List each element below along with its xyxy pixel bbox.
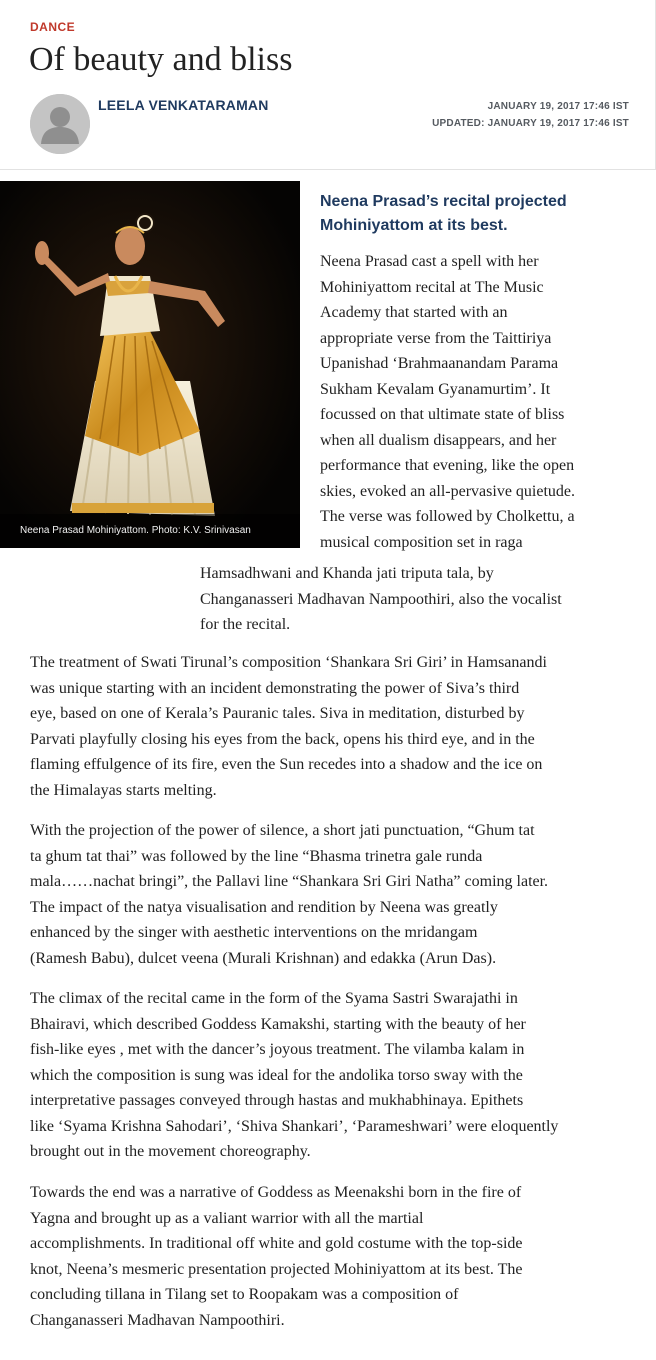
header-divider	[0, 169, 656, 170]
text-line: Changanasseri Madhavan Nampoothiri.	[30, 1311, 285, 1329]
text-line: Mohiniyattom recital at The Music	[320, 278, 544, 296]
text-line: Changanasseri Madhavan Nampoothiri, also the vocalist	[200, 590, 562, 608]
text-line: accomplishments. In traditional off white and gold costume with the top-side	[30, 1235, 523, 1252]
text-line: like ‘Syama Krishna Sahodari’, ‘Shiva Shankari’, ‘Parameshwari’ were eloquently	[30, 1117, 559, 1135]
text-line: flaming effulgence of its fire, even the Sun recedes into a shadow and the ice on	[30, 756, 543, 773]
text-line: Neena Prasad cast a spell with her	[320, 253, 539, 270]
text-line: brought out in the movement choreography.	[30, 1143, 311, 1160]
text-line: focussed on that ultimate state of bliss	[320, 406, 565, 423]
author-avatar-icon[interactable]	[30, 94, 90, 154]
text-line: fish-like eyes , met with the dancer’s joyous treatment. The vilamba kalam in	[30, 1041, 525, 1058]
paragraph-1-continuation	[200, 561, 640, 638]
paragraph-2	[30, 650, 634, 803]
paragraph-5	[30, 1180, 634, 1333]
text-line: The treatment of Swati Tirunal’s composition ‘Shankara Sri Giri’ in Hamsanandi	[30, 654, 547, 671]
text-line: was unique starting with an incident demonstrating the power of Siva’s third	[30, 679, 520, 697]
text-line: which the composition is sung was ideal for the andolika torso sway with the	[30, 1066, 523, 1084]
text-line: skies, evoked an all-pervasive quietude.	[320, 482, 576, 500]
text-line: the Himalayas starts melting.	[30, 781, 217, 799]
paragraph-1	[320, 249, 630, 555]
text-line: performance that evening, like the open	[320, 457, 575, 474]
text-line: when all dualism disappears, and her	[320, 431, 557, 449]
text-line: The climax of the recital came in the form of the Syama Sastri Swarajathi in	[30, 990, 518, 1007]
text-line: for the recital.	[200, 616, 291, 633]
author-name[interactable]: LEELA VENKATARAMAN	[98, 97, 269, 113]
text-line: Parvati playfully closing his eyes from the back, opens his third eye, and in the	[30, 730, 535, 748]
text-line: Hamsadhwani and Khanda jati triputa tala, by	[200, 565, 494, 582]
text-line: interpretative passages conveyed through hastas and mukhabhinaya. Epithets	[30, 1092, 524, 1109]
text-line: ta ghum tat thai” was followed by the line “Bhasma trinetra gale runda	[30, 847, 483, 865]
text-line: Upanishad ‘Brahmaanandam Parama	[320, 355, 559, 372]
text-line: Towards the end was a narrative of Goddess as Meenakshi born in the fire of	[30, 1184, 522, 1201]
date-block	[432, 98, 629, 132]
text-line: The impact of the natya visualisation and rendition by Neena was greatly	[30, 898, 498, 916]
text-line: appropriate verse from the Taittiriya	[320, 329, 552, 347]
person-silhouette-icon	[30, 94, 90, 154]
text-line: enhanced by the singer with aesthetic interventions on the mridangam	[30, 924, 478, 941]
dancer-photo-illustration	[0, 181, 300, 548]
published-date: JANUARY 19, 2017 17:46 IST	[487, 101, 629, 112]
article-title: Of beauty and bliss	[29, 41, 293, 78]
paragraph-4	[30, 986, 634, 1165]
updated-date: UPDATED: JANUARY 19, 2017 17:46 IST	[432, 118, 629, 129]
text-line: Sukham Kevalam Gyanamurtim’. It	[320, 380, 551, 398]
text-line: knot, Neena’s mesmeric presentation projected Mohiniyattom at its best. The	[30, 1260, 523, 1278]
text-line: Bhairavi, which described Goddess Kamakshi, starting with the beauty of her	[30, 1015, 526, 1033]
text-line: Academy that started with an	[320, 304, 508, 321]
article-photo[interactable]	[0, 181, 300, 548]
photo-caption: Neena Prasad Mohiniyattom. Photo: K.V. Srinivasan	[0, 514, 300, 548]
text-line: The verse was followed by Cholkettu, a	[320, 508, 575, 525]
text-line: With the projection of the power of silence, a short jati punctuation, “Ghum tat	[30, 822, 535, 839]
text-line: mala……nachat bringi”, the Pallavi line “Shankara Sri Giri Natha” coming later.	[30, 873, 549, 890]
paragraph-3	[30, 818, 634, 971]
text-line: eye, based on one of Kerala’s Pauranic tales. Siva in meditation, disturbed by	[30, 705, 525, 722]
article-lead: Neena Prasad’s recital projected Mohiniyattom at its best.	[320, 193, 567, 234]
text-line: concluding tillana in Tilang set to Roopakam was a composition of	[30, 1286, 459, 1303]
category-label[interactable]: DANCE	[30, 20, 76, 34]
text-line: Yagna and brought up as a valiant warrior with all the martial	[30, 1209, 424, 1227]
text-line: (Ramesh Babu), dulcet veena (Murali Krishnan) and edakka (Arun Das).	[30, 949, 497, 967]
text-line: musical composition set in raga	[320, 533, 523, 551]
